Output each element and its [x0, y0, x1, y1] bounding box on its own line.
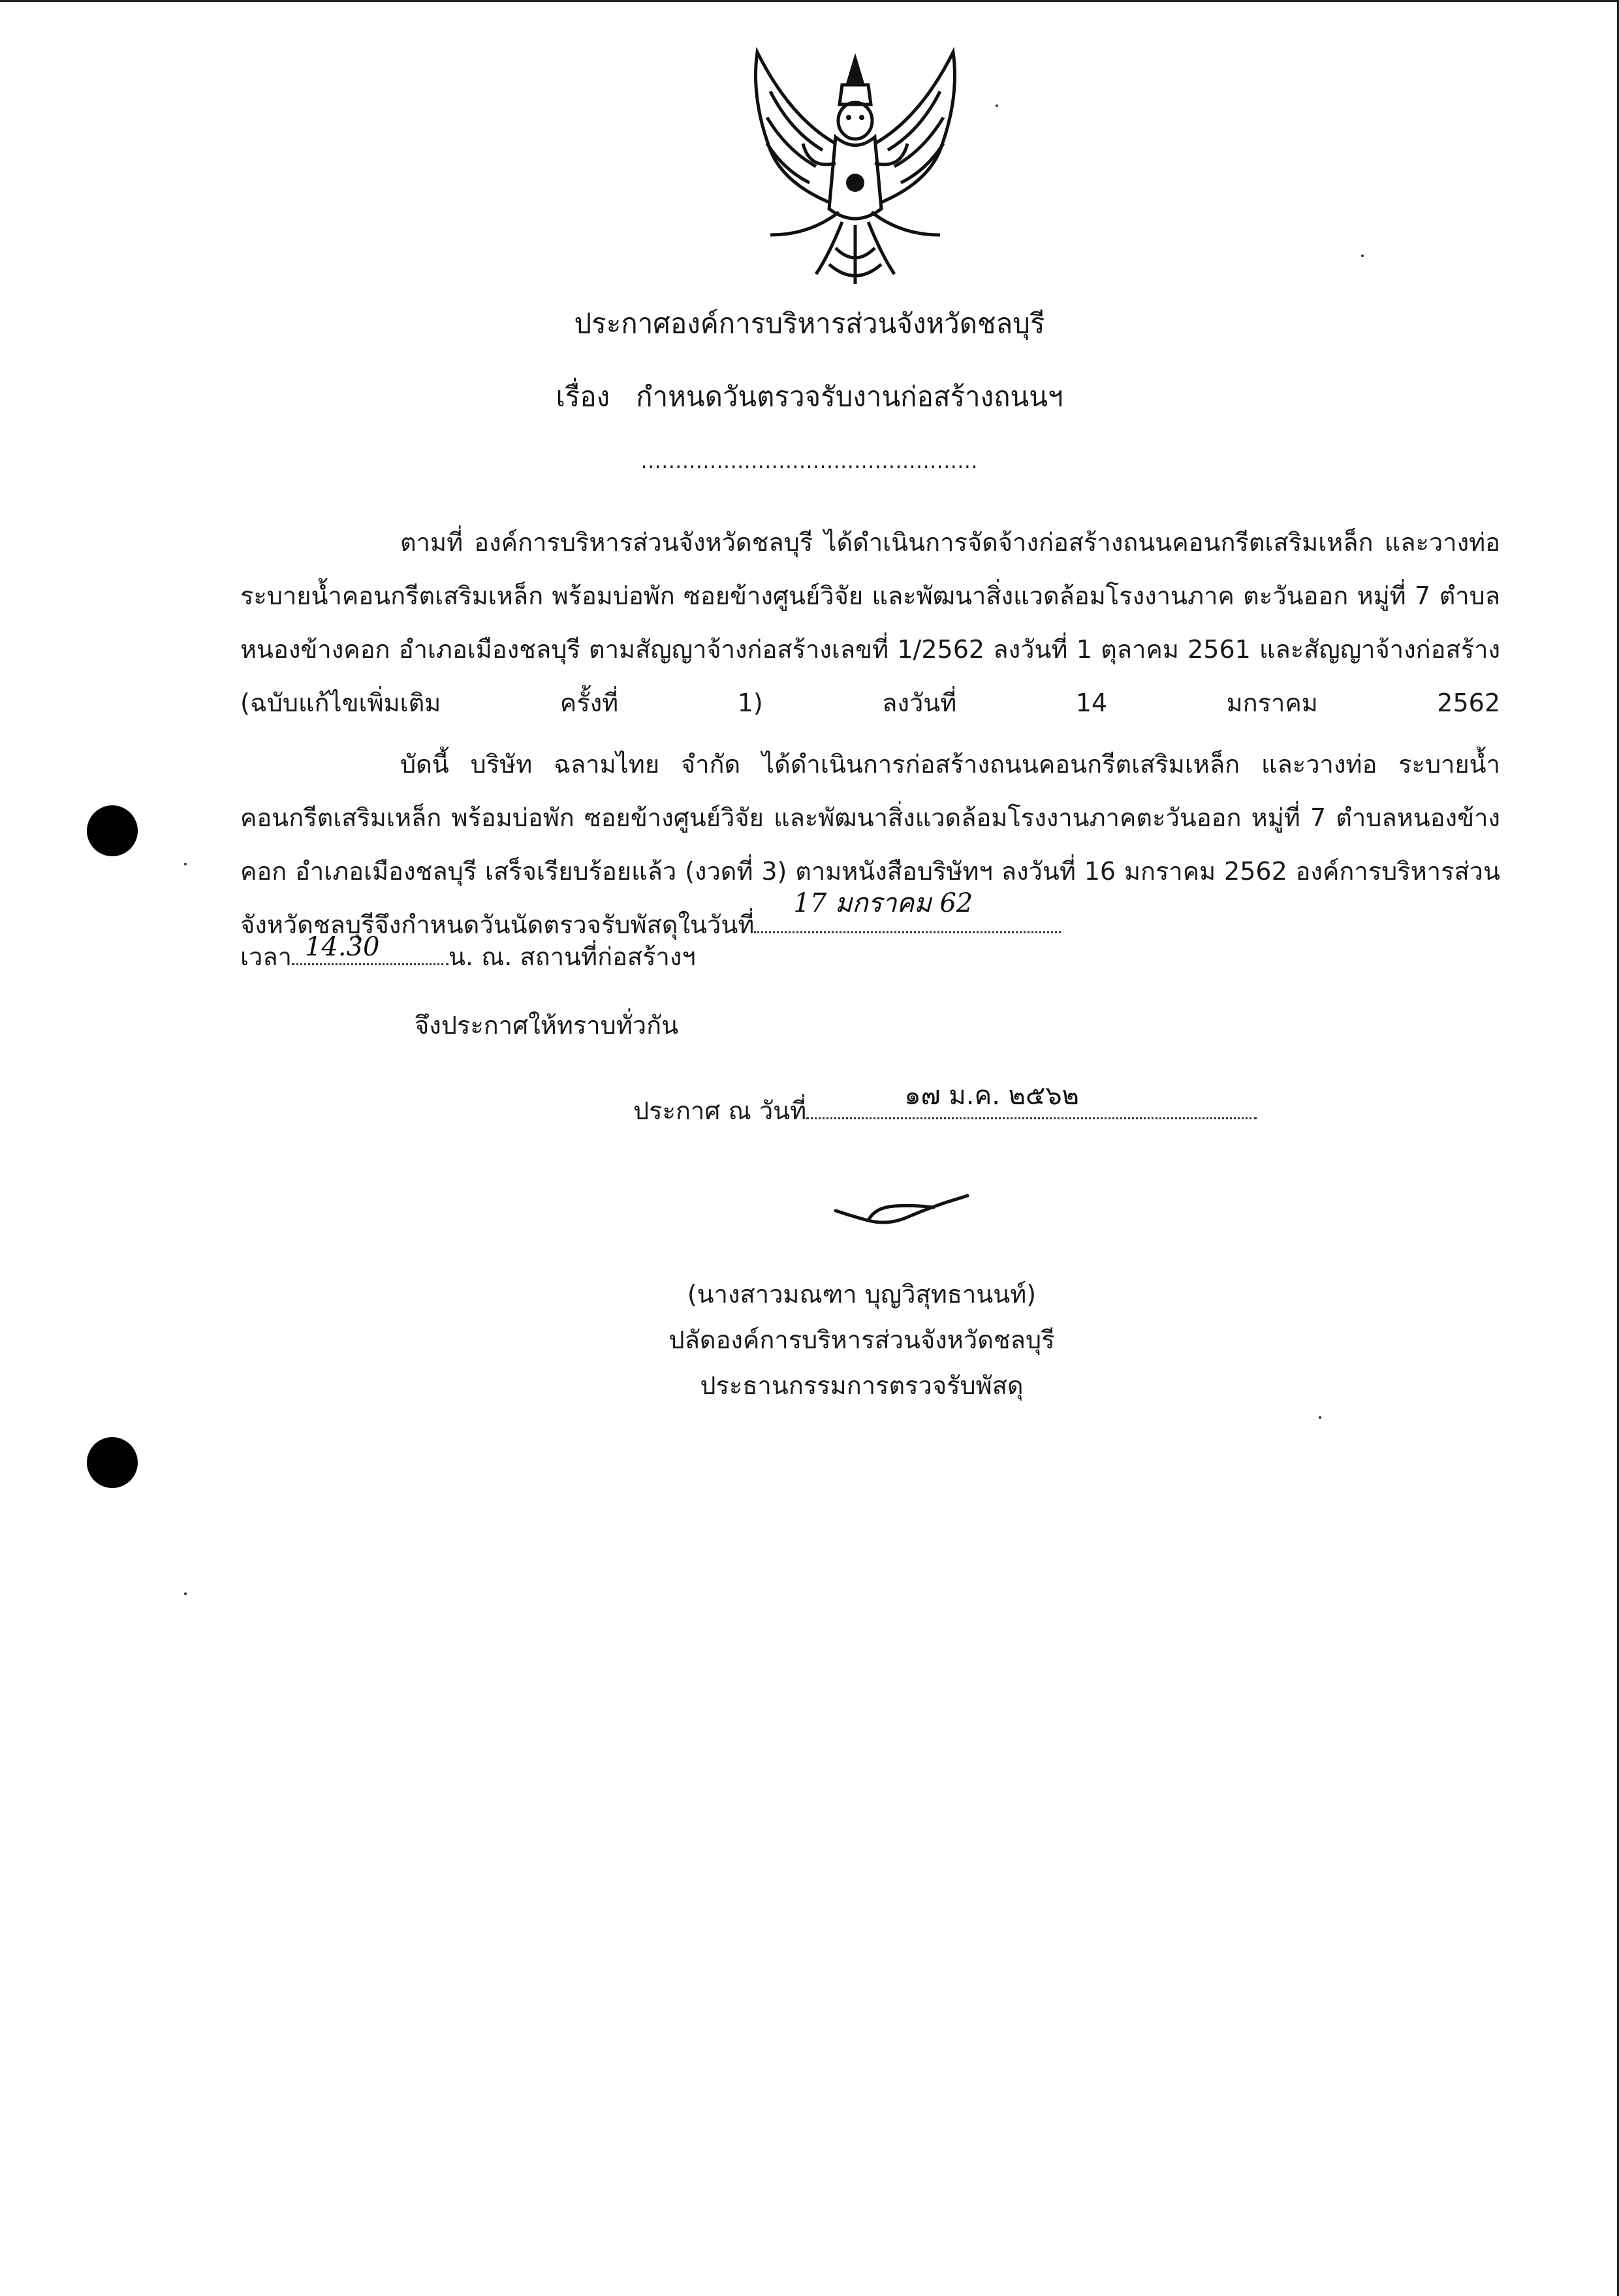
paragraph-2-text: บัดนี้ บริษัท ฉลามไทย จำกัด ได้ดำเนินการก่อสร้างถนนคอนกรีตเสริมเหล็ก และวางท่อ ระบายน้ำคอนกรีตเสริมเหล็ก พร้อมบ่อพัก ซอยข้างศูนย์วิจัย และพัฒนาสิ่งแวดล้อมโรงงานภาคตะวันออก หมู่ที่ 7 ตำบลหนองข้างคอก อำเภอเมืองชลบุรี เสร็จเรียบร้อยแล้ว (งวดที่ 3) ตามหนังสือบริษัทฯ ลงวันที่ 16 มกราคม 2562 องค์การบริหารส่วนจังหวัดชลบุรีจึงกำหนดวันนัดตรวจรับพัสดุในวันที่	[240, 750, 1500, 939]
inspection-date-field	[754, 888, 1061, 933]
closing-text: จึงประกาศให้ทราบทั่วกัน	[415, 1011, 679, 1040]
scan-speck	[184, 863, 187, 865]
subject-text: กำหนดวันตรวจรับงานก่อสร้างถนนฯ	[636, 380, 1063, 412]
time-label: เวลา	[240, 942, 292, 971]
time-field	[292, 932, 448, 965]
inspection-date-handwriting: 17 มกราคม 62	[793, 888, 973, 918]
signature-scribble	[829, 1188, 973, 1233]
paragraph-2	[240, 737, 1500, 952]
scan-speck	[1361, 255, 1364, 257]
punch-hole-lower	[87, 1437, 138, 1488]
time-handwriting: 14.30	[304, 932, 380, 962]
scan-speck	[1319, 1416, 1321, 1419]
paragraph-1-text: ตามที่ องค์การบริหารส่วนจังหวัดชลบุรี ได้ดำเนินการจัดจ้างก่อสร้างถนนคอนกรีตเสริมเหล็ก และวางท่อระบายน้ำคอนกรีตเสริมเหล็ก พร้อมบ่อพัก ซอยข้างศูนย์วิจัย และพัฒนาสิ่งแวดล้อมโรงงานภาค ตะวันออก หมู่ที่ 7 ตำบลหนองข้างคอก อำเภอเมืองชลบุรี ตามสัญญาจ้างก่อสร้างเลขที่ 1/2562 ลงวันที่ 1 ตุลาคม 2561 และสัญญาจ้างก่อสร้าง (ฉบับแก้ไขเพิ่มเติม ครั้งที่ 1) ลงวันที่ 14 มกราคม 2562	[240, 528, 1500, 717]
announce-date-stamp: ๑๗ ม.ค. ๒๕๖๒	[904, 1081, 1080, 1111]
signatory-name: (นางสาวมณฑา บุญวิสุทธานนท์)	[687, 1280, 1037, 1309]
announce-date-field	[806, 1081, 1257, 1119]
signatory-position: ปลัดองค์การบริหารส่วนจังหวัดชลบุรี	[668, 1326, 1055, 1354]
time-suffix: น. ณ. สถานที่ก่อสร้างฯ	[448, 942, 696, 971]
title-separator: .................................................	[640, 450, 979, 473]
announce-date-line	[633, 1081, 1257, 1130]
announce-label: ประกาศ ณ วันที่	[633, 1096, 807, 1125]
signatory-role: ประธานกรรมการตรวจรับพัสดุ	[700, 1371, 1024, 1400]
scan-border-top	[0, 0, 1619, 2]
time-line	[240, 932, 696, 976]
document-title: ประกาศองค์การบริหารส่วนจังหวัดชลบุรี	[574, 307, 1045, 339]
scan-speck	[184, 1592, 187, 1595]
subject-label: เรื่อง	[556, 380, 610, 412]
garuda-emblem-icon	[731, 39, 979, 294]
scan-speck	[996, 104, 998, 107]
punch-hole-upper	[87, 805, 138, 856]
signature-block	[614, 1271, 1110, 1408]
paragraph-1	[240, 516, 1500, 730]
subject-line	[0, 375, 1619, 418]
